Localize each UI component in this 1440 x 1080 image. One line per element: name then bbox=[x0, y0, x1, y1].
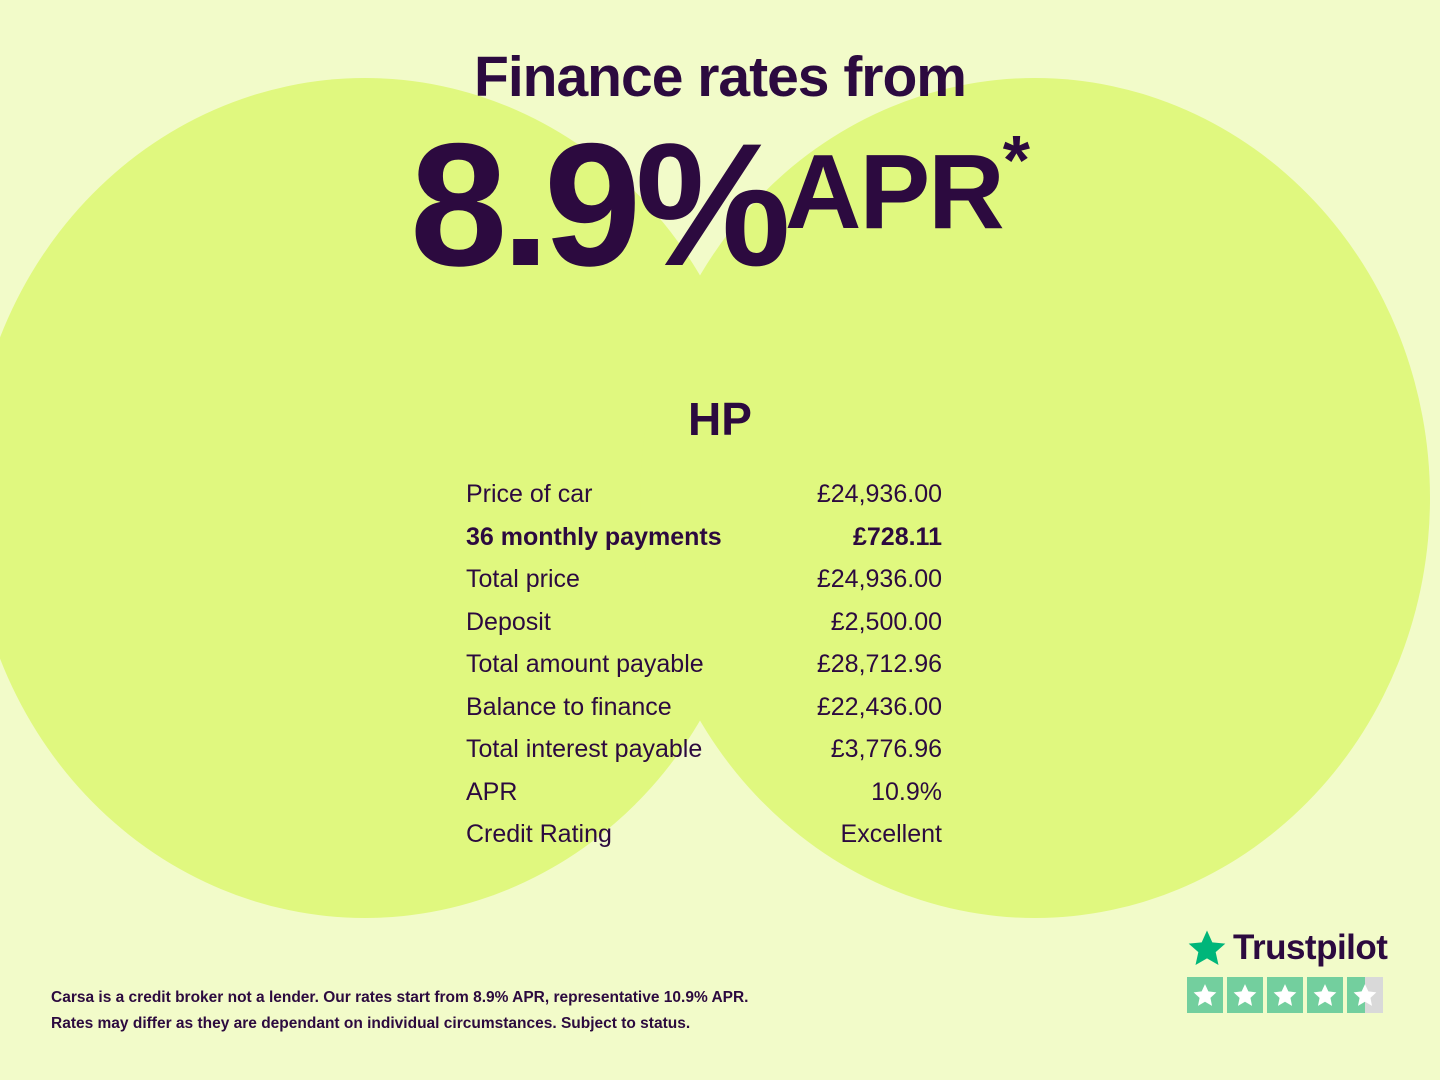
disclaimer-text bbox=[51, 985, 811, 1036]
rating-star-2-icon bbox=[1227, 977, 1263, 1013]
table-row bbox=[466, 517, 942, 560]
table-row bbox=[466, 559, 942, 602]
finance-product-title: HP bbox=[688, 393, 752, 445]
trustpilot-logo bbox=[1187, 928, 1392, 968]
row-label: 36 monthly payments bbox=[466, 522, 722, 551]
trustpilot-rating bbox=[1187, 928, 1392, 1013]
row-value: 10.9% bbox=[871, 777, 942, 806]
rate-value: 8.9% bbox=[410, 108, 785, 303]
row-label: Deposit bbox=[466, 607, 551, 636]
disclaimer-line-1: Carsa is a credit broker not a lender. Our rates start from 8.9% APR, representative 10.9% APR. bbox=[51, 989, 749, 1006]
row-label: Total price bbox=[466, 565, 580, 593]
table-row bbox=[466, 772, 942, 815]
row-value: £28,712.96 bbox=[816, 650, 942, 678]
trustpilot-star-icon bbox=[1187, 928, 1227, 968]
table-row bbox=[466, 687, 942, 730]
table-row bbox=[466, 644, 942, 687]
page-title: Finance rates from bbox=[474, 45, 966, 109]
table-row bbox=[466, 474, 942, 517]
row-value: £728.11 bbox=[853, 522, 942, 551]
trustpilot-star-rating bbox=[1187, 977, 1392, 1013]
row-value: £24,936.00 bbox=[816, 480, 942, 508]
trustpilot-wordmark: Trustpilot bbox=[1233, 928, 1388, 967]
rating-star-3-icon bbox=[1267, 977, 1303, 1013]
rating-star-4-icon bbox=[1307, 977, 1343, 1013]
finance-details-table bbox=[466, 474, 942, 857]
row-label: Price of car bbox=[466, 480, 593, 508]
row-label: Total amount payable bbox=[466, 650, 704, 678]
rating-star-5-half-icon bbox=[1347, 977, 1383, 1013]
row-value: £2,500.00 bbox=[830, 607, 942, 636]
row-label: APR bbox=[466, 777, 518, 806]
rating-star-1-icon bbox=[1187, 977, 1223, 1013]
disclaimer-line-2: Rates may differ as they are dependant on individual circumstances. Subject to status. bbox=[51, 1014, 691, 1032]
table-row bbox=[466, 729, 942, 772]
headline-rate bbox=[0, 108, 1440, 303]
table-row bbox=[466, 602, 942, 645]
row-label: Total interest payable bbox=[466, 735, 703, 763]
rate-suffix: APR bbox=[784, 132, 1003, 251]
row-label: Credit Rating bbox=[466, 820, 612, 848]
row-label: Balance to finance bbox=[466, 692, 672, 721]
row-value: Excellent bbox=[840, 820, 942, 848]
row-value: £3,776.96 bbox=[830, 735, 942, 763]
row-value: £22,436.00 bbox=[816, 692, 942, 721]
table-row bbox=[466, 814, 942, 857]
row-value: £24,936.00 bbox=[816, 565, 942, 593]
rate-asterisk: * bbox=[1002, 120, 1030, 199]
